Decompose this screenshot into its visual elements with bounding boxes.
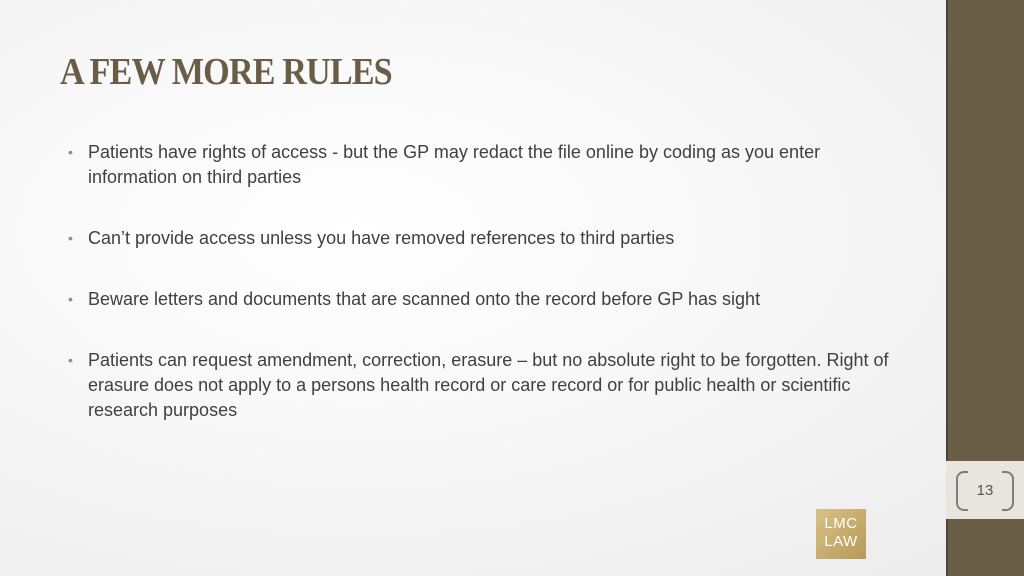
bullet-list <box>68 140 903 459</box>
logo-line-1: LMC <box>824 515 858 532</box>
bullet-marker-icon: • <box>68 291 73 307</box>
bullet-item <box>68 287 903 312</box>
page-number: 13 <box>976 482 994 499</box>
logo-line-2: LAW <box>824 533 858 550</box>
bullet-text: Patients can request amendment, correction, erasure – but no absolute right to be forgotten. Right of erasure does not apply to a persons health record or care record or for public health or scientific research purposes <box>88 350 889 420</box>
bullet-marker-icon: • <box>68 144 73 160</box>
bullet-item <box>68 226 903 251</box>
bullet-item <box>68 348 903 423</box>
page-number-frame <box>956 471 1014 509</box>
bullet-marker-icon: • <box>68 352 73 368</box>
slide-title: A FEW MORE RULES <box>60 51 392 93</box>
bullet-text: Patients have rights of access - but the GP may redact the file online by coding as you enter information on third parties <box>88 142 821 187</box>
bullet-text: Can’t provide access unless you have removed references to third parties <box>88 228 675 248</box>
bullet-marker-icon: • <box>68 230 73 246</box>
bullet-item <box>68 140 903 190</box>
page-number-badge <box>946 461 1024 519</box>
bullet-text: Beware letters and documents that are scanned onto the record before GP has sight <box>88 289 761 309</box>
lmc-law-logo <box>816 509 866 559</box>
